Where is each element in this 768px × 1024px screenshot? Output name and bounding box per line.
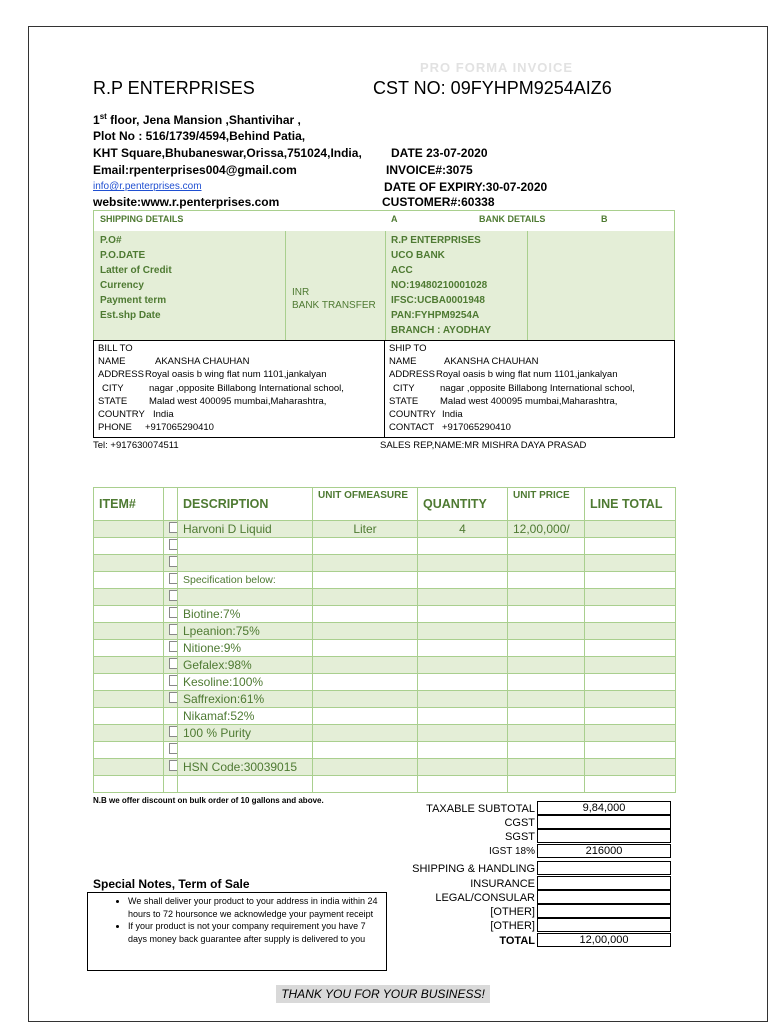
igst-label: IGST 18% xyxy=(489,846,535,857)
spec-item: Biotine:7% xyxy=(178,606,313,623)
col-a-label: A xyxy=(391,214,398,224)
bank-details-heading: BANK DETAILS xyxy=(479,214,546,224)
field-est-ship-date: Est.shp Date xyxy=(100,310,161,321)
row-checkbox[interactable] xyxy=(169,607,178,618)
field-po-date: P.O.DATE xyxy=(100,250,146,261)
product-unit-price: 12,00,000/ xyxy=(508,521,585,538)
bill-name-row: NAME AKANSHA CHAUHAN xyxy=(98,356,250,368)
ship-to xyxy=(385,341,676,437)
other-label-1: [OTHER] xyxy=(490,906,535,918)
shipping-bank-section xyxy=(93,210,675,340)
header-line-total: LINE TOTAL xyxy=(585,488,676,521)
customer-number: CUSTOMER#:60338 xyxy=(382,195,495,209)
row-checkbox[interactable] xyxy=(169,539,178,550)
row-checkbox[interactable] xyxy=(169,760,178,771)
total-value: 12,00,000 xyxy=(537,933,671,947)
bill-country-row: COUNTRY India xyxy=(98,409,174,421)
ship-to-title: SHIP TO xyxy=(389,343,427,354)
bulk-discount-note: N.B we offer discount on bulk order of 10 gallons and above. xyxy=(93,796,324,805)
address-line-3: KHT Square,Bhubaneswar,Orissa,751024,India, xyxy=(93,146,362,160)
sgst-value xyxy=(537,829,671,843)
table-row xyxy=(94,657,676,674)
product-quantity: 4 xyxy=(418,521,508,538)
bank-line: R.P ENTERPRISES xyxy=(391,235,481,246)
other-value-2 xyxy=(537,918,671,932)
row-checkbox[interactable] xyxy=(169,573,178,584)
insurance-value xyxy=(537,876,671,890)
table-row xyxy=(94,742,676,759)
shipping-body xyxy=(94,231,674,340)
row-checkbox[interactable] xyxy=(169,743,178,754)
shipping-details-heading: SHIPPING DETAILS xyxy=(100,214,184,224)
ship-state-row: STATE Malad west 400095 mumbai,Maharashtra, xyxy=(389,395,618,407)
header-unit-price: UNIT PRICE xyxy=(508,488,585,521)
table-row xyxy=(94,776,676,793)
table-row xyxy=(94,674,676,691)
items-header-row xyxy=(94,488,676,521)
watermark: PRO FORMA INVOICE xyxy=(420,60,574,75)
ship-address-row: ADDRESSRoyal oasis b wing flat num 1101,jankalyan xyxy=(389,369,618,381)
spec-item: Kesoline:100% xyxy=(178,674,313,691)
divider xyxy=(527,231,528,340)
bill-city-row: CITY nagar ,opposite Billabong International school, xyxy=(102,382,344,394)
table-row xyxy=(94,555,676,572)
items-table xyxy=(93,487,675,793)
ship-city-row: CITY nagar ,opposite Billabong International school, xyxy=(393,382,635,394)
bank-line: PAN:FYHPM9254A xyxy=(391,310,480,321)
product-description: Harvoni D Liquid xyxy=(178,521,313,538)
sgst-label: SGST xyxy=(505,831,535,843)
table-row xyxy=(94,538,676,555)
header-item: ITEM# xyxy=(94,488,164,521)
header-unit: UNIT OFMEASURE xyxy=(313,488,418,521)
cgst-value xyxy=(537,815,671,829)
field-letter-of-credit: Latter of Credit xyxy=(100,265,172,276)
table-row xyxy=(94,725,676,742)
ship-country-row: COUNTRY India xyxy=(389,409,463,421)
header-check-col xyxy=(164,488,178,521)
total-label: TOTAL xyxy=(499,935,535,947)
table-row xyxy=(94,521,676,538)
thank-you-banner: THANK YOU FOR YOUR BUSINESS! xyxy=(276,985,490,1003)
table-row xyxy=(94,691,676,708)
other-label-2: [OTHER] xyxy=(490,920,535,932)
address-line-1: 1st floor, Jena Mansion ,Shantivihar , xyxy=(93,112,301,127)
bill-address-row: ADDRESSRoyal oasis b wing flat num 1101,jankalyan xyxy=(98,369,327,381)
ship-name-row: NAME AKANSHA CHAUHAN xyxy=(389,356,539,368)
spec-item: Saffrexion:61% xyxy=(178,691,313,708)
table-row xyxy=(94,708,676,725)
table-row xyxy=(94,589,676,606)
shipping-value xyxy=(537,861,671,875)
bill-state-row: STATE Malad west 400095 mumbai,Maharashtra, xyxy=(98,395,327,407)
field-currency: Currency xyxy=(100,280,144,291)
spec-item: Gefalex:98% xyxy=(178,657,313,674)
bank-line: ACC xyxy=(391,265,413,276)
divider xyxy=(285,231,286,340)
taxable-value: 9,84,000 xyxy=(537,801,671,815)
bill-to-title: BILL TO xyxy=(98,343,133,354)
header-description: DESCRIPTION xyxy=(178,488,313,521)
special-notes-title: Special Notes, Term of Sale xyxy=(93,877,250,891)
col-b-label: B xyxy=(601,214,608,224)
table-row xyxy=(94,640,676,657)
field-po: P.O# xyxy=(100,235,122,246)
insurance-label: INSURANCE xyxy=(470,878,535,890)
address-line-2: Plot No : 516/1739/4594,Behind Patia, xyxy=(93,129,306,143)
row-checkbox[interactable] xyxy=(169,624,178,635)
company-name: R.P ENTERPRISES xyxy=(93,78,255,98)
special-note-2: • If your product is not your company requirement you have 7 days money back guarantee after supply is delivered to you xyxy=(128,920,382,945)
table-row xyxy=(94,759,676,776)
bill-phone-row: PHONE +917065290410 xyxy=(98,422,214,434)
legal-value xyxy=(537,890,671,904)
spec-item: Lpeanion:75% xyxy=(178,623,313,640)
invoice-number: INVOICE#:3075 xyxy=(386,163,473,177)
bank-line: IFSC:UCBA0001948 xyxy=(391,295,485,306)
field-payment-term: Payment term xyxy=(100,295,167,306)
shipping-label: SHIPPING & HANDLING xyxy=(412,863,535,875)
table-row xyxy=(94,606,676,623)
special-notes-box xyxy=(87,892,387,971)
spec-item: Nitione:9% xyxy=(178,640,313,657)
row-checkbox[interactable] xyxy=(169,556,178,567)
header-quantity: QUANTITY xyxy=(418,488,508,521)
legal-label: LEGAL/CONSULAR xyxy=(435,892,535,904)
company-link[interactable]: info@r.penterprises.com xyxy=(93,181,202,192)
taxable-label: TAXABLE SUBTOTAL xyxy=(426,803,535,815)
spec-item: Nikamaf:52% xyxy=(178,708,313,725)
payment-value: BANK TRANSFER xyxy=(292,300,376,311)
currency-value: INR xyxy=(292,287,310,298)
bank-line: UCO BANK xyxy=(391,250,445,261)
row-checkbox[interactable] xyxy=(169,675,178,686)
row-checkbox[interactable] xyxy=(169,692,178,703)
bank-details xyxy=(391,233,491,338)
expiry-date: DATE OF EXPIRY:30-07-2020 xyxy=(384,180,548,194)
invoice-date: DATE 23-07-2020 xyxy=(391,146,488,160)
table-row xyxy=(94,572,676,589)
company-email: Email:rpenterprises004@gmail.com xyxy=(93,163,297,177)
spec-item: 100 % Purity xyxy=(178,725,313,742)
row-checkbox[interactable] xyxy=(169,522,178,533)
ship-contact-row: CONTACT +917065290410 xyxy=(389,422,511,434)
bill-ship-section xyxy=(93,340,675,438)
row-checkbox[interactable] xyxy=(169,641,178,652)
shipping-fields xyxy=(100,233,172,323)
special-note-1: • We shall deliver your product to your address in india within 24 hours to 72 hoursonce we acknowledge your payment receipt xyxy=(128,895,382,920)
bank-line: NO:19480210001028 xyxy=(391,280,488,291)
row-checkbox[interactable] xyxy=(169,726,178,737)
product-unit: Liter xyxy=(313,521,418,538)
other-value-1 xyxy=(537,904,671,918)
row-checkbox[interactable] xyxy=(169,658,178,669)
spec-label: Specification below: xyxy=(178,572,313,589)
bank-line: BRANCH : AYODHAY xyxy=(391,325,492,336)
shipping-header-row xyxy=(94,211,674,232)
divider xyxy=(385,231,386,340)
cst-number: CST NO: 09FYHPM9254AIZ6 xyxy=(373,78,612,98)
sales-rep: SALES REP,NAME:MR MISHRA DAYA PRASAD xyxy=(380,440,587,451)
row-checkbox[interactable] xyxy=(169,590,178,601)
igst-value: 216000 xyxy=(537,844,671,858)
payment-values xyxy=(292,286,376,312)
table-row xyxy=(94,623,676,640)
telephone: Tel: +917630074511 xyxy=(93,440,179,451)
bill-to xyxy=(94,341,385,437)
cgst-label: CGST xyxy=(504,817,535,829)
hsn-code: HSN Code:30039015 xyxy=(178,759,313,776)
company-website: website:www.r.penterprises.com xyxy=(93,195,280,209)
